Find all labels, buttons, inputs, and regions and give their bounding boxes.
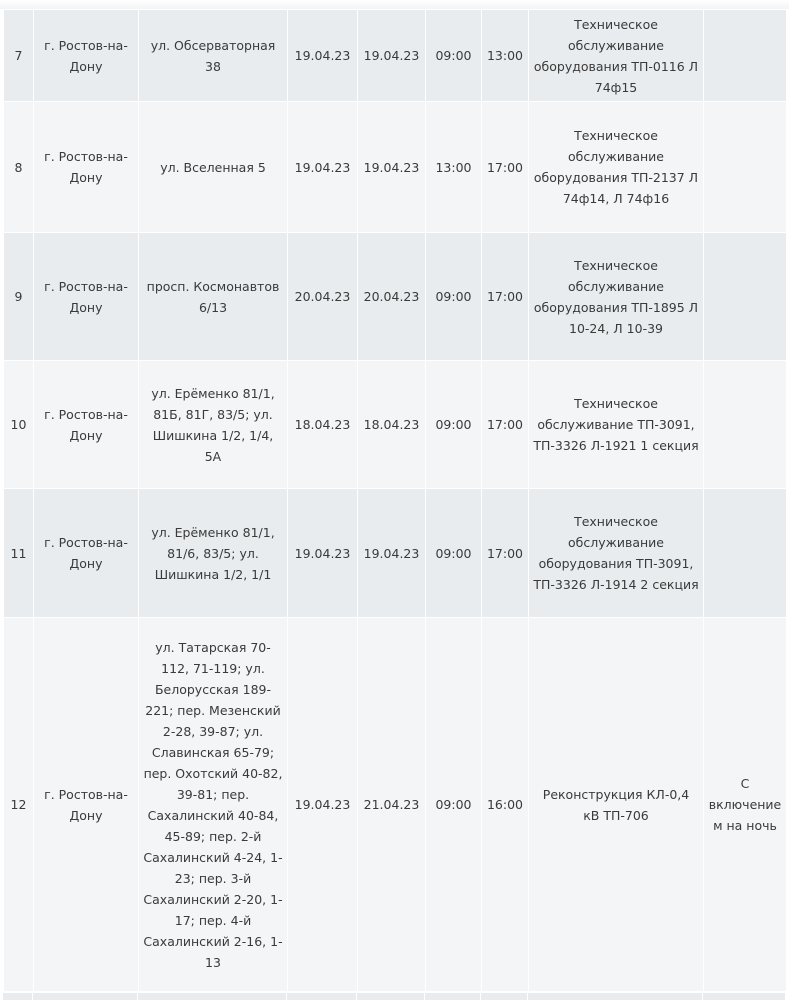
cell-time-end: 17:00 <box>482 489 529 618</box>
table-row <box>4 102 787 233</box>
cell-work: Техническое обслуживание оборудования ТП-0116 Л 74ф15 <box>529 10 704 102</box>
table-row <box>4 233 787 361</box>
cell-work: Техническое обслуживание оборудования ТП-2137 Л 74ф14, Л 74ф16 <box>529 102 704 233</box>
cell-note <box>704 361 787 489</box>
cell-city: г. Ростов-на-Дону <box>34 618 139 992</box>
cell-time-end: 17:00 <box>482 361 529 489</box>
cell-number: 7 <box>4 10 34 102</box>
cell-date-end: 19.04.23 <box>358 102 426 233</box>
cell-time-start: 09:00 <box>426 10 482 102</box>
cell-time-start: 13:00 <box>426 102 482 233</box>
cell-work: Техническое обслуживание оборудования ТП-1895 Л 10-24, Л 10-39 <box>529 233 704 361</box>
cell-date-start: 20.04.23 <box>288 233 358 361</box>
cell-address: ул. Татарская 70-112, 71-119; ул. Белорусская 189-221; пер. Мезенский 2-28, 39-87; ул. Славинская 65-79; пер. Охотский 40-82, 39-81; пер. Сахалинский 40-84, 45-89; пер. 2-й Сахалинский 4-24, 1-23; пер. 3-й Сахалинский 2-20, 1-17; пер. 4-й Сахалинский 2-16, 1-13 <box>139 618 288 992</box>
cell-address: ул. Ерёменко 81/1, 81/6, 83/5; ул. Шишкина 1/2, 1/1 <box>139 489 288 618</box>
cell-date-start: 18.04.23 <box>288 361 358 489</box>
cell-note <box>704 10 787 102</box>
table-row <box>4 10 787 102</box>
top-shade <box>0 0 789 9</box>
cell-note <box>704 102 787 233</box>
cell-city: г. Ростов-на-Дону <box>34 361 139 489</box>
cell-time-end: 16:00 <box>482 618 529 992</box>
cell-city: г. Ростов-на-Дону <box>34 233 139 361</box>
cell-number: 8 <box>4 102 34 233</box>
cell-city: г. Ростов-на-Дону <box>34 102 139 233</box>
cell-time-end: 17:00 <box>482 102 529 233</box>
cell-work: Техническое обслуживание оборудования ТП-3091, ТП-3326 Л-1914 2 секция <box>529 489 704 618</box>
cell-time-start: 09:00 <box>426 489 482 618</box>
table-row <box>4 361 787 489</box>
cell-note <box>704 233 787 361</box>
cell-work: Техническое обслуживание ТП-3091, ТП-3326 Л-1921 1 секция <box>529 361 704 489</box>
cell-city: г. Ростов-на-Дону <box>34 10 139 102</box>
cell-address: ул. Вселенная 5 <box>139 102 288 233</box>
cell-date-start: 19.04.23 <box>288 102 358 233</box>
cell-note <box>704 489 787 618</box>
cell-time-start: 09:00 <box>426 618 482 992</box>
cell-number: 11 <box>4 489 34 618</box>
cell-date-end: 19.04.23 <box>358 489 426 618</box>
cell-time-start: 09:00 <box>426 361 482 489</box>
cell-date-end: 18.04.23 <box>358 361 426 489</box>
cell-date-end: 21.04.23 <box>358 618 426 992</box>
cell-time-end: 17:00 <box>482 233 529 361</box>
outage-table <box>3 9 787 992</box>
cell-date-start: 19.04.23 <box>288 618 358 992</box>
cell-address: просп. Космонавтов 6/13 <box>139 233 288 361</box>
cell-number: 12 <box>4 618 34 992</box>
cell-number: 10 <box>4 361 34 489</box>
cell-date-end: 20.04.23 <box>358 233 426 361</box>
cell-time-start: 09:00 <box>426 233 482 361</box>
table-row <box>4 618 787 992</box>
cell-city: г. Ростов-на-Дону <box>34 489 139 618</box>
cell-address: ул. Ерёменко 81/1, 81Б, 81Г, 83/5; ул. Шишкина 1/2, 1/4, 5А <box>139 361 288 489</box>
cell-note: С включением на ночь <box>704 618 787 992</box>
table-row <box>4 489 787 618</box>
cell-date-start: 19.04.23 <box>288 489 358 618</box>
cell-number: 9 <box>4 233 34 361</box>
cell-time-end: 13:00 <box>482 10 529 102</box>
next-row-edge <box>3 993 786 1000</box>
cell-date-end: 19.04.23 <box>358 10 426 102</box>
cell-address: ул. Обсерваторная 38 <box>139 10 288 102</box>
cell-work: Реконструкция КЛ-0,4 кВ ТП-706 <box>529 618 704 992</box>
cell-date-start: 19.04.23 <box>288 10 358 102</box>
